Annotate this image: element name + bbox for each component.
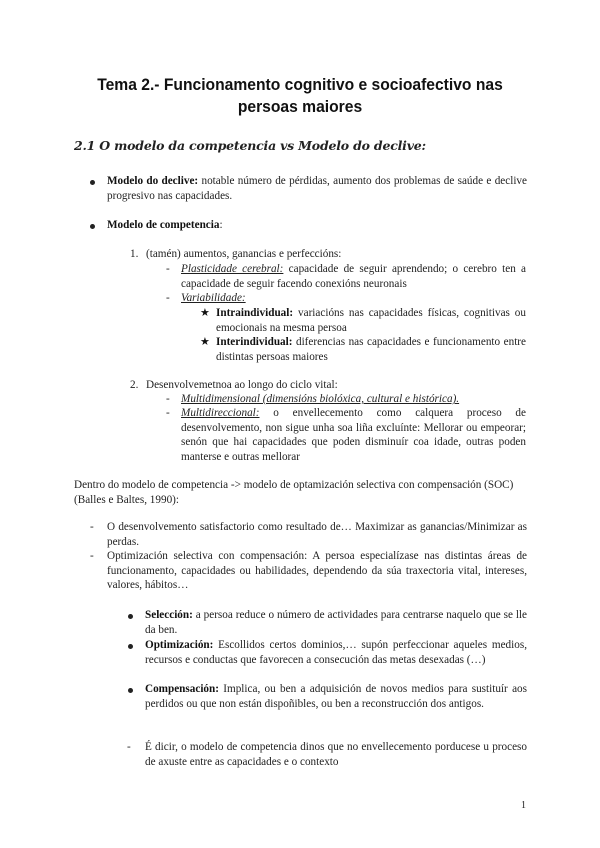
compensacion-text: Implica, ou ben a adquisición de novos medios para sustituír aos perdidos ou que non están dispoñibles, ou ben a reconstrucción dos antigos. bbox=[145, 683, 527, 710]
final-dash-paragraph: É dicir, o modelo de competencia dinos que no envellecemento porducese u proceso de axuste entre as capacidades e o contexto bbox=[145, 741, 527, 768]
soc-paragraph: Dentro do modelo de competencia -> modelo de optamización selectiva con compensación (SOC) (Balles e Baltes, 1990): bbox=[74, 479, 514, 506]
star-bullet-icon: ★ bbox=[200, 307, 210, 319]
variabilidade-label: Variabilidade: bbox=[181, 292, 246, 304]
dash-item-2: Optimización selectiva con compensación: A persoa especialízase nas distintas áreas de funcionamento, capacidades ou habilidades, dependendo da súa traxectoria vital, intereses, valores, hábitos… bbox=[107, 550, 527, 592]
seleccion-label: Selección: bbox=[145, 609, 193, 621]
multidireccional-label: Multidireccional: bbox=[181, 407, 260, 419]
dash-marker: - bbox=[166, 292, 170, 304]
dash-marker: - bbox=[90, 550, 94, 562]
compensacion-paragraph bbox=[145, 682, 527, 711]
multidimensional-paragraph bbox=[181, 392, 526, 407]
dash-marker: - bbox=[127, 741, 131, 753]
page-number: 1 bbox=[521, 800, 526, 811]
seleccion-text: a persoa reduce o número de actividades para centrarse naquelo que se lle da ben. bbox=[145, 609, 527, 636]
competencia-colon: : bbox=[219, 219, 223, 231]
plasticidade-paragraph bbox=[181, 262, 526, 291]
bullet-dot bbox=[90, 180, 95, 185]
competencia-label: Modelo de competencia bbox=[107, 219, 220, 231]
item1-text: (tamén) aumentos, ganancias e perfeccións: bbox=[146, 248, 342, 260]
intraindividual-paragraph bbox=[216, 306, 526, 335]
declive-paragraph bbox=[107, 174, 527, 203]
list-number-2: 2. bbox=[130, 379, 139, 391]
section-heading: 2.1 O modelo da competencia vs Modelo do declive: bbox=[74, 138, 426, 153]
plasticidade-label: Plasticidade cerebral: bbox=[181, 263, 284, 275]
dash-item-1: O desenvolvemento satisfactorio como resultado de… Maximizar as ganancias/Minimizar as perdas. bbox=[107, 521, 527, 548]
declive-text: notable número de pérdidas, aumento dos problemas de saúde e declive progresivo nas capacidades. bbox=[107, 175, 527, 202]
inter-label: Interindividual: bbox=[216, 336, 293, 348]
seleccion-paragraph bbox=[145, 608, 527, 637]
optimizacion-text: Escollidos certos dominios,… supón perfeccionar aqueles medios, recursos e conductas que favorecen a consecución das metas desexadas (…) bbox=[145, 639, 527, 666]
optimizacion-paragraph bbox=[145, 638, 527, 667]
dash-marker: - bbox=[166, 263, 170, 275]
interindividual-paragraph bbox=[216, 335, 526, 364]
star-bullet-icon: ★ bbox=[200, 336, 210, 348]
inter-text: diferencias nas capacidades e funcionamento entre distintas persoas maiores bbox=[216, 336, 526, 363]
dash-marker: - bbox=[166, 393, 170, 405]
bullet-dot bbox=[128, 644, 133, 649]
bullet-dot bbox=[128, 688, 133, 693]
item2-text: Desenvolvemetnoa ao longo do ciclo vital: bbox=[146, 379, 338, 391]
document-title: Tema 2.- Funcionamento cognitivo e socioafectivo nas persoas maiores bbox=[97, 75, 503, 116]
bullet-dot bbox=[128, 614, 133, 619]
optimizacion-label: Optimización: bbox=[145, 639, 214, 651]
competencia-paragraph bbox=[107, 218, 527, 233]
multidireccional-text: o envellecemento como calquera proceso de desenvolvemento, non sigue unha soa liña excluínte: Mellorar ou empeorar; senón que hai capacidades que poden disminuír coa idade, outras poden manterse e outras mellorar bbox=[181, 407, 526, 463]
intra-label: Intraindividual: bbox=[216, 307, 294, 319]
variabilidade-paragraph bbox=[181, 291, 246, 306]
list-number-1: 1. bbox=[130, 248, 139, 260]
multidimensional-text: Multidimensional (dimensións biolóxica, cultural e histórica). bbox=[181, 393, 460, 405]
declive-label: Modelo do declive: bbox=[107, 175, 199, 187]
dash-marker: - bbox=[90, 521, 94, 533]
plasticidade-text: capacidade de seguir aprendendo; o cerebro ten a capacidade de seguir facendo conexións neuronais bbox=[181, 263, 527, 290]
bullet-dot bbox=[90, 224, 95, 229]
dash-marker: - bbox=[166, 407, 170, 419]
compensacion-label: Compensación: bbox=[145, 683, 219, 695]
multidireccional-paragraph bbox=[181, 406, 526, 464]
intra-text: variacións nas capacidades físicas, cognitivas ou emocionais na mesma persoa bbox=[216, 307, 526, 334]
